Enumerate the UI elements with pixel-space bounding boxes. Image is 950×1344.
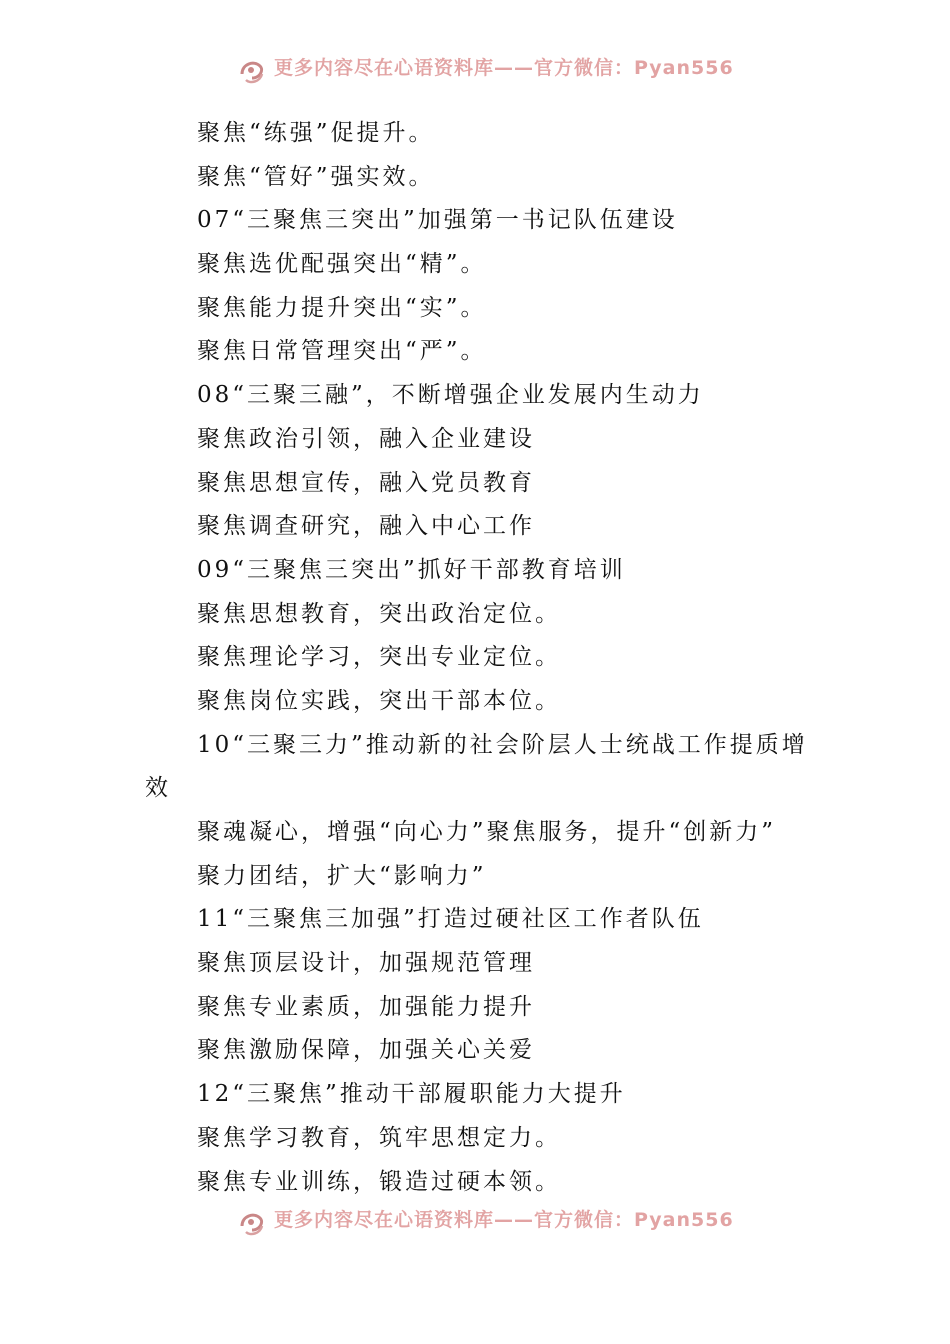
text-line: 聚焦“管好”强实效。: [197, 163, 435, 190]
text-line: 聚焦“练强”促提升。: [197, 120, 435, 146]
text-line: 聚焦专业素质，加强能力提升: [197, 993, 535, 1020]
section-heading: 11“三聚焦三加强”打造过硬社区工作者队伍: [197, 906, 704, 933]
watermark-logo-icon: [236, 1206, 268, 1238]
watermark-text: 更多内容尽在心语资料库——官方微信：Pyan556: [274, 56, 734, 79]
text-line: 聚焦思想教育，突出政治定位。: [197, 600, 561, 627]
text-line: 聚焦政治引领，融入企业建设: [197, 425, 535, 452]
text-line: 聚焦岗位实践，突出干部本位。: [197, 687, 561, 714]
header-watermark: [236, 52, 734, 88]
text-line: 聚焦理论学习，突出专业定位。: [197, 644, 561, 671]
section-heading: 12“三聚焦”推动干部履职能力大提升: [197, 1081, 626, 1108]
section-heading: 09“三聚焦三突出”抓好干部教育培训: [197, 556, 626, 583]
watermark-text: 更多内容尽在心语资料库——官方微信：Pyan556: [274, 1208, 734, 1231]
text-line: 聚焦专业训练，锻造过硬本领。: [197, 1168, 561, 1195]
section-heading: 07“三聚焦三突出”加强第一书记队伍建设: [197, 207, 678, 234]
text-line: 聚焦激励保障，加强关心关爱: [197, 1037, 535, 1064]
section-heading: 08“三聚三融”，不断增强企业发展内生动力: [197, 382, 704, 409]
text-line: 聚焦思想宣传，融入党员教育: [197, 469, 535, 496]
text-line: 聚力团结，扩大“影响力”: [197, 862, 487, 889]
watermark-logo-icon: [236, 54, 268, 86]
footer-watermark: [236, 1204, 734, 1240]
section-heading-continuation: 效: [145, 775, 171, 802]
text-line: 聚焦选优配强突出“精”。: [197, 251, 487, 278]
text-line: 聚魂凝心，增强“向心力”聚焦服务，提升“创新力”: [197, 819, 777, 845]
text-line: 聚焦日常管理突出“严”。: [197, 338, 487, 365]
text-line: 聚焦能力提升突出“实”。: [197, 294, 487, 321]
section-heading: 10“三聚三力”推动新的社会阶层人士统战工作提质增: [197, 731, 808, 758]
text-line: 聚焦学习教育，筑牢思想定力。: [197, 1124, 561, 1151]
text-line: 聚焦调查研究，融入中心工作: [197, 513, 535, 540]
document-body: [145, 112, 825, 1204]
text-line: 聚焦顶层设计，加强规范管理: [197, 950, 535, 977]
